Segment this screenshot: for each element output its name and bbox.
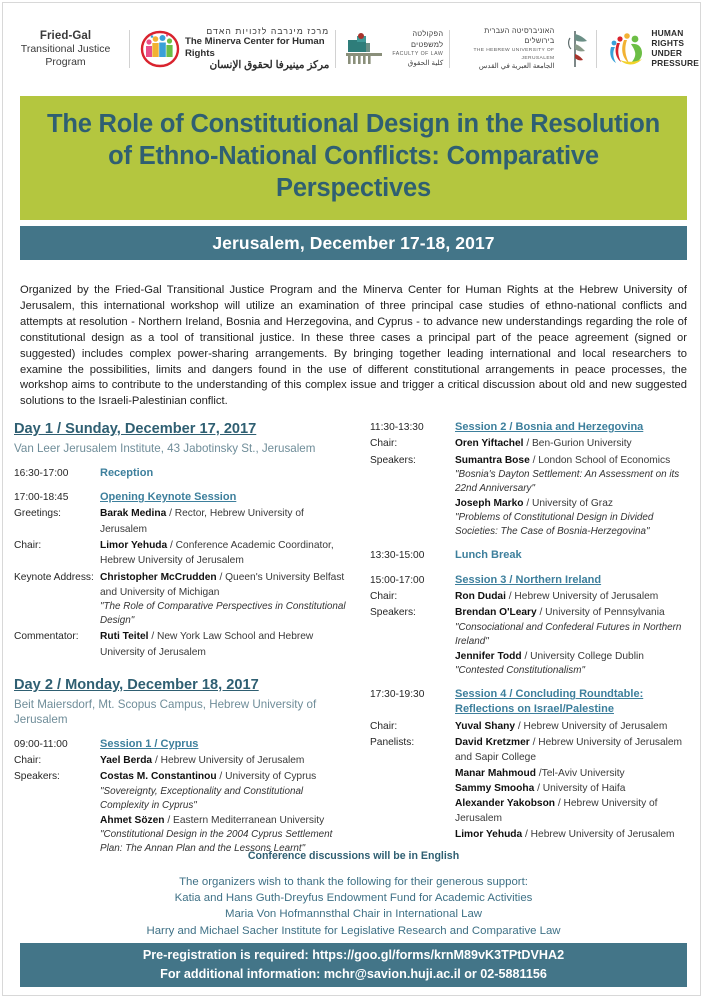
panelist1-name: David Kretzmer — [455, 737, 530, 748]
language-note: Conference discussions will be in English — [247, 850, 460, 862]
hrup-line-2: RIGHTS — [651, 38, 685, 49]
schedule-row — [370, 573, 693, 588]
faculty-building-icon — [344, 32, 386, 66]
minerva-hebrew: מרכז מינרבה לזכויות האדם — [206, 25, 330, 36]
lunch-time: 13:30-15:00 — [370, 550, 425, 562]
panelist3-name: Sammy Smooha — [455, 782, 535, 794]
fried-gal-subtitle: Transitional Justice Program — [20, 43, 111, 69]
schedule-column-right — [370, 420, 693, 843]
title-banner — [20, 96, 687, 220]
session3-title[interactable]: Session 3 / Northern Ireland — [455, 573, 602, 586]
faculty-english: FACULTY OF LAW — [392, 50, 444, 57]
schedule-column-left — [14, 420, 346, 857]
huji-emblem-icon — [564, 28, 590, 70]
session1-time: 09:00-11:00 — [14, 738, 68, 750]
panelist5-name: Limor Yehuda — [455, 828, 523, 840]
commentator-name: Ruti Teitel — [100, 631, 149, 643]
acknowledgements — [0, 874, 707, 939]
keynote-session-title[interactable]: Opening Keynote Session — [100, 491, 237, 504]
schedule-row — [370, 687, 693, 718]
day2-session1-schedule — [14, 737, 346, 856]
day2-heading: Day 2 / Monday, December 18, 2017 — [14, 676, 259, 693]
session2-speaker2-name: Joseph Marko — [455, 498, 524, 510]
session4-chair-affiliation: / Hebrew University of Jerusalem — [515, 720, 668, 732]
page-title: The Role of Constitutional Design in the Resolution of Ethno-National Conflicts: Comparative Perspectives — [46, 109, 661, 203]
schedule-row — [14, 629, 346, 660]
schedule-row — [370, 589, 693, 604]
session3-chair-name: Ron Dudai — [455, 591, 506, 603]
logo-divider — [449, 30, 450, 68]
contact-info[interactable]: For additional information: mchr@savion.huji.ac.il or 02-5881156 — [160, 967, 547, 981]
session2-speaker1-affiliation: / London School of Economics — [529, 454, 671, 466]
session2-chair-name: Oren Yiftachel — [455, 438, 524, 450]
date-banner — [20, 226, 687, 260]
hrup-figures-icon — [607, 31, 647, 67]
schedule-row — [14, 538, 346, 569]
human-rights-under-pressure-logo — [603, 29, 699, 69]
hrup-line-4: PRESSURE — [651, 57, 700, 68]
session2-chair-affiliation: / Ben-Gurion University — [523, 438, 632, 450]
schedule-row — [14, 466, 346, 481]
minerva-people-icon — [140, 29, 180, 69]
schedule-row — [370, 548, 693, 563]
thanks-item-1: Katia and Hans Guth-Dreyfus Endowment Fund for Academic Activities — [174, 892, 533, 905]
schedule-row — [14, 506, 346, 537]
day1-venue: Van Leer Jerusalem Institute, 43 Jabotinsky St., Jerusalem — [14, 441, 316, 455]
session1-speaker2-affiliation: / Eastern Mediterranean University — [164, 814, 325, 826]
panelist4-name: Alexander Yakobson — [455, 798, 556, 810]
logo-bar — [8, 18, 699, 80]
keynote-time: 17:00-18:45 — [14, 492, 69, 504]
schedule-row — [370, 605, 693, 678]
panelist5-affiliation: / Hebrew University of Jerusalem — [522, 828, 675, 840]
panelist2-affiliation: /Tel-Aviv University — [535, 767, 625, 779]
thanks-item-3: Harry and Michael Sacher Institute for Legislative Research and Comparative Law — [146, 924, 561, 937]
session2-speaker1-paper: "Bosnia's Dayton Settlement: An Assessment on its 22nd Anniversary" — [455, 468, 680, 494]
greetings-affiliation: / Rector, Hebrew University of Jerusalem — [100, 508, 304, 535]
keynote-speaker-name: Christopher McCrudden — [100, 571, 217, 583]
session4-chair-name: Yuval Shany — [455, 720, 516, 732]
session3-chair-label: Chair: — [370, 591, 398, 603]
session4-title[interactable]: Session 4 / Concluding Roundtable: Reflections on Israel/Palestine — [455, 688, 644, 716]
greetings-name: Barak Medina — [100, 508, 167, 520]
session1-title[interactable]: Session 1 / Cyprus — [100, 737, 199, 750]
session1-chair-name: Yael Berda — [100, 754, 153, 766]
hrup-line-3: UNDER — [651, 48, 683, 58]
session2-speaker1-name: Sumantra Bose — [455, 454, 530, 466]
greetings-label: Greetings: — [14, 508, 61, 520]
keynote-speaker-affiliation: / Queen's University Belfast and University of Michigan — [100, 571, 345, 598]
session3-time: 15:00-17:00 — [370, 574, 425, 586]
session2-title[interactable]: Session 2 / Bosnia and Herzegovina — [455, 421, 644, 433]
session3-chair-affiliation: / Hebrew University of Jerusalem — [505, 591, 659, 603]
lunch-label: Lunch Break — [455, 549, 522, 562]
session2-time: 11:30-13:30 — [370, 422, 424, 433]
thanks-intro: The organizers wish to thank the following for their generous support: — [179, 876, 528, 888]
session2-speaker2-affiliation: / University of Graz — [523, 498, 613, 510]
session4-time: 17:30-19:30 — [370, 689, 425, 701]
day2-venue: Beit Maiersdorf, Mt. Scopus Campus, Hebrew University of Jerusalem — [14, 697, 317, 726]
schedule-row — [370, 719, 693, 734]
session4-panelists-label: Panelists: — [370, 737, 415, 748]
schedule-row — [370, 735, 693, 842]
logo-divider — [596, 30, 597, 68]
fried-gal-logo — [8, 29, 123, 70]
panelist2-name: Manar Mahmoud — [455, 767, 536, 779]
minerva-english: The Minerva Center for Human Rights — [184, 36, 325, 59]
day1-schedule — [14, 466, 346, 660]
commentator-affiliation: / New York Law School and Hebrew University of Jerusalem — [100, 631, 314, 658]
keynote-address-label: Keynote Address: — [14, 571, 94, 583]
session1-speaker2-name: Ahmet Sözen — [100, 814, 165, 826]
logo-divider — [335, 30, 336, 68]
schedule-row — [14, 490, 346, 505]
day1-block — [14, 420, 346, 660]
schedule-row — [370, 453, 693, 540]
faculty-of-law-logo — [342, 29, 443, 68]
day2-block — [14, 676, 346, 856]
panelist3-affiliation: / University of Haifa — [534, 782, 626, 794]
minerva-arabic: مركز مينيرفا لحقوق الإنسان — [209, 59, 330, 71]
session4-chair-label: Chair: — [370, 720, 398, 732]
session1-chair-label: Chair: — [14, 754, 42, 766]
registration-link[interactable]: Pre-registration is required: https://goo.gl/forms/krnM89vK3TPtDVHA2 — [142, 948, 565, 963]
huji-english: THE HEBREW UNIVERSITY OF JERUSALEM — [473, 48, 555, 61]
huji-hebrew: האוניברסיטה העברית בירושלים — [484, 25, 555, 46]
reception-label: Reception — [100, 466, 154, 479]
session3-speaker1-paper: "Consociational and Confederal Futures in Northern Ireland" — [455, 621, 682, 647]
schedule-row — [370, 436, 693, 451]
schedule-row — [14, 570, 346, 629]
commentator-label: Commentator: — [14, 631, 79, 643]
day2-session2-schedule — [370, 420, 693, 842]
session1-speaker1-paper: "Sovereignty, Exceptionality and Constitutional Complexity in Cyprus" — [100, 785, 304, 811]
schedule-row — [14, 769, 346, 856]
fried-gal-title: Fried-Gal — [39, 29, 92, 42]
conference-date-location: Jerusalem, December 17-18, 2017 — [212, 232, 495, 253]
session1-speaker2-paper: "Constitutional Design in the 2004 Cyprus Settlement Plan: The Annan Plan and the Lessons Learnt" — [100, 828, 333, 855]
chair-name: Limor Yehuda — [100, 539, 168, 551]
session3-speaker2-paper: "Contested Constitutionalism" — [455, 665, 585, 677]
chair-affiliation: / Conference Academic Coordinator, Hebrew University of Jerusalem — [100, 539, 334, 567]
session3-speakers-label: Speakers: — [370, 607, 416, 619]
hebrew-university-logo — [456, 26, 590, 73]
session3-speaker1-name: Brendan O'Leary — [455, 607, 537, 619]
registration-banner — [20, 943, 687, 987]
chair-label: Chair: — [14, 539, 42, 551]
faculty-arabic: كلية الحقوق — [407, 58, 444, 68]
day1-heading: Day 1 / Sunday, December 17, 2017 — [14, 421, 257, 437]
session1-speakers-label: Speakers: — [14, 771, 60, 783]
session2-speaker2-paper: "Problems of Constitutional Design in Divided Societies: The Case of Bosnia-Herzegovina" — [455, 512, 654, 538]
session1-speaker1-affiliation: / University of Cyprus — [216, 771, 317, 783]
panelist1-affiliation: / Hebrew University of Jerusalem and Sapir College — [455, 737, 683, 764]
schedule-row — [14, 737, 346, 752]
panelist4-affiliation: / Hebrew University of Jerusalem — [455, 798, 658, 825]
session3-speaker2-name: Jennifer Todd — [455, 650, 522, 662]
schedule-row — [370, 420, 693, 435]
thanks-item-2: Maria Von Hofmannsthal Chair in International Law — [224, 908, 483, 921]
session1-chair-affiliation: / Hebrew University of Jerusalem — [152, 754, 305, 766]
session1-speaker1-name: Costas M. Constantinou — [100, 771, 217, 783]
intro-paragraph: Organized by the Fried-Gal Transitional Justice Program and the Minerva Center for Human Rights at the Hebrew University of Jerusalem, this international workshop will utilize an examination of three principal case studies of ethno-national conflicts and attempts at resolution - Northern Ireland, Bosnia and Herzegovina, and Cyprus - to advance new understandings regarding the role of constitutional design as a tool of transitional justice. In these three cases a principal part of the peace agreement (signed or suggested) includes complex power-sharing arrangements. By bringing together leading international and local researchers to examine the possibilities, limits and dangers found in the use of different constitutional arrangements in peace processes, the workshop aims to contribute to the understanding of this complex issue and trigger a critical discussion about old and new suggested solutions to the Israeli-Palestinian conflict. — [20, 284, 687, 408]
session3-speaker2-affiliation: / University College Dublin — [521, 650, 644, 662]
logo-divider — [129, 30, 130, 68]
hrup-line-1: HUMAN — [651, 28, 684, 39]
keynote-paper-title: "The Role of Comparative Perspectives in Constitutional Design" — [100, 601, 346, 627]
minerva-center-logo — [136, 26, 329, 73]
session2-chair-label: Chair: — [370, 438, 398, 450]
huji-arabic: الجامعة العبرية في القدس — [478, 62, 555, 70]
faculty-hebrew: הפקולטה למשפטים — [410, 29, 444, 50]
session3-speaker1-affiliation: / University of Pennsylvania — [536, 607, 665, 619]
session2-speakers-label: Speakers: — [370, 454, 416, 466]
schedule-row — [14, 753, 346, 768]
reception-time: 16:30-17:00 — [14, 467, 69, 479]
